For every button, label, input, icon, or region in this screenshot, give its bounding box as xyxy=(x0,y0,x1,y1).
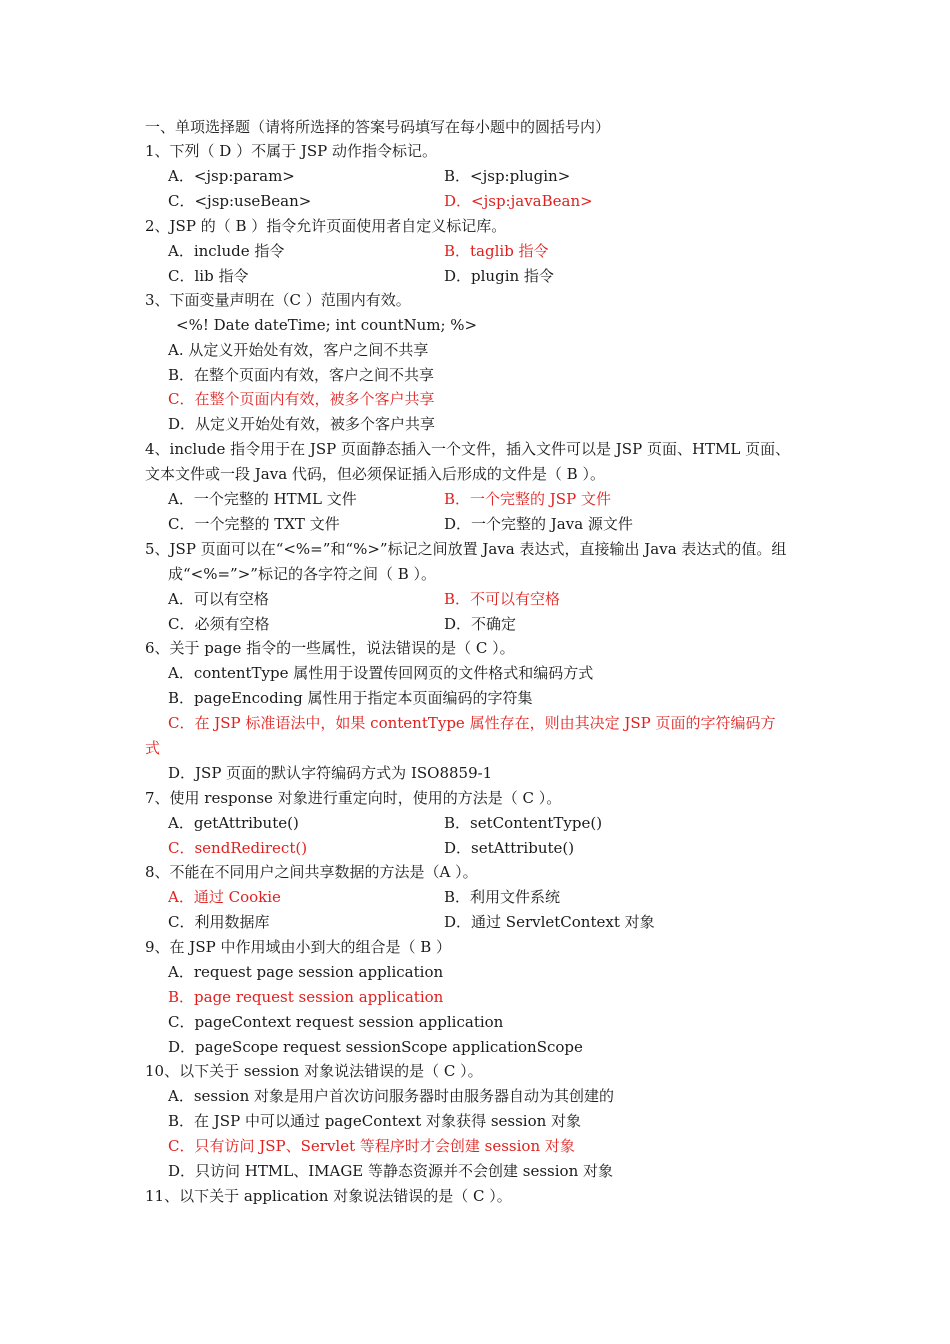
question-3-code: <%! Date dateTime; int countNum; %> xyxy=(176,316,478,334)
question-4-option-c: C．一个完整的 TXT 文件 xyxy=(168,515,340,533)
question-10-stem: 10、以下关于 session 对象说法错误的是（ C ）。 xyxy=(145,1062,483,1080)
question-1-option-c: C．<jsp:useBean> xyxy=(168,192,312,210)
question-6-option-c-answer-line-1: C．在 JSP 标准语法中，如果 contentType 属性存在，则由其决定 JSP 页面的字符编码方 xyxy=(168,714,776,732)
question-8-option-d: D．通过 ServletContext 对象 xyxy=(444,913,655,931)
question-5-stem-line-2: 成“<%=”>”标记的各字符之间（ B ）。 xyxy=(168,565,437,583)
question-4-option-d: D．一个完整的 Java 源文件 xyxy=(444,515,633,533)
question-4-stem-line-2: 文本文件或一段 Java 代码，但必须保证插入后形成的文件是（ B ）。 xyxy=(145,465,605,483)
question-5-option-a: A．可以有空格 xyxy=(168,590,269,608)
question-7-option-a: A．getAttribute() xyxy=(168,814,299,832)
question-5-stem-line-1: 5、JSP 页面可以在“<%=”和“%>”标记之间放置 Java 表达式，直接输出 Java 表达式的值。组 xyxy=(145,540,787,558)
question-10-option-c-answer: C．只有访问 JSP、Servlet 等程序时才会创建 session 对象 xyxy=(168,1137,575,1155)
question-5-option-c: C．必须有空格 xyxy=(168,615,270,633)
question-9-stem: 9、在 JSP 中作用域由小到大的组合是（ B ） xyxy=(145,938,452,956)
question-3-option-c-answer: C．在整个页面内有效，被多个客户共享 xyxy=(168,390,435,408)
question-6-option-a: A．contentType 属性用于设置传回网页的文件格式和编码方式 xyxy=(168,664,594,682)
question-11-stem: 11、以下关于 application 对象说法错误的是（ C ）。 xyxy=(145,1187,512,1205)
question-9-option-a: A．request page session application xyxy=(168,963,444,981)
question-8-option-b: B．利用文件系统 xyxy=(444,888,561,906)
question-9-option-b-answer: B．page request session application xyxy=(168,988,444,1006)
question-3-option-d: D．从定义开始处有效，被多个客户共享 xyxy=(168,415,436,433)
question-1-option-d-answer: D．<jsp:javaBean> xyxy=(444,192,593,210)
question-3-stem: 3、下面变量声明在（C ）范围内有效。 xyxy=(145,291,411,309)
question-7-stem: 7、使用 response 对象进行重定向时，使用的方法是（ C ）。 xyxy=(145,789,562,807)
question-2-option-b-answer: B．taglib 指令 xyxy=(444,242,549,260)
question-4-option-a: A．一个完整的 HTML 文件 xyxy=(168,490,357,508)
question-10-option-b: B．在 JSP 中可以通过 pageContext 对象获得 session 对象 xyxy=(168,1112,582,1130)
question-7-option-d: D．setAttribute() xyxy=(444,839,575,857)
question-1-stem: 1、下列（ D ）不属于 JSP 动作指令标记。 xyxy=(145,142,438,160)
question-2-option-a: A．include 指令 xyxy=(168,242,285,260)
question-1-option-a: A．<jsp:param> xyxy=(168,167,295,185)
question-4-option-b-answer: B．一个完整的 JSP 文件 xyxy=(444,490,611,508)
question-10-option-d: D．只访问 HTML、IMAGE 等静态资源并不会创建 session 对象 xyxy=(168,1162,614,1180)
question-2-stem: 2、JSP 的（ B ）指令允许页面使用者自定义标记库。 xyxy=(145,217,507,235)
question-8-option-c: C．利用数据库 xyxy=(168,913,270,931)
question-5-option-d: D．不确定 xyxy=(444,615,517,633)
question-3-option-b: B．在整个页面内有效，客户之间不共享 xyxy=(168,366,435,384)
question-7-option-c-answer: C．sendRedirect() xyxy=(168,839,308,857)
question-6-stem: 6、关于 page 指令的一些属性，说法错误的是（ C ）。 xyxy=(145,639,515,657)
question-8-option-a-answer: A．通过 Cookie xyxy=(168,888,281,906)
question-9-option-d: D．pageScope request sessionScope applicationScope xyxy=(168,1038,583,1056)
question-7-option-b: B．setContentType() xyxy=(444,814,603,832)
question-10-option-a: A．session 对象是用户首次访问服务器时由服务器自动为其创建的 xyxy=(168,1087,615,1105)
question-5-option-b-answer: B．不可以有空格 xyxy=(444,590,561,608)
question-2-option-d: D．plugin 指令 xyxy=(444,267,554,285)
question-6-option-b: B．pageEncoding 属性用于指定本页面编码的字符集 xyxy=(168,689,533,707)
question-1-option-b: B．<jsp:plugin> xyxy=(444,167,571,185)
question-9-option-c: C．pageContext request session application xyxy=(168,1013,504,1031)
question-6-option-d: D．JSP 页面的默认字符编码方式为 ISO8859-1 xyxy=(168,764,493,782)
question-8-stem: 8、不能在不同用户之间共享数据的方法是（A ）。 xyxy=(145,863,478,881)
question-2-option-c: C．lib 指令 xyxy=(168,267,249,285)
question-6-option-c-answer-line-2: 式 xyxy=(145,739,161,757)
question-4-stem-line-1: 4、include 指令用于在 JSP 页面静态插入一个文件，插入文件可以是 JSP 页面、HTML 页面、 xyxy=(145,440,791,458)
section-title: 一、单项选择题（请将所选择的答案号码填写在每小题中的圆括号内） xyxy=(145,118,611,136)
question-3-option-a: A. 从定义开始处有效，客户之间不共享 xyxy=(168,341,429,359)
